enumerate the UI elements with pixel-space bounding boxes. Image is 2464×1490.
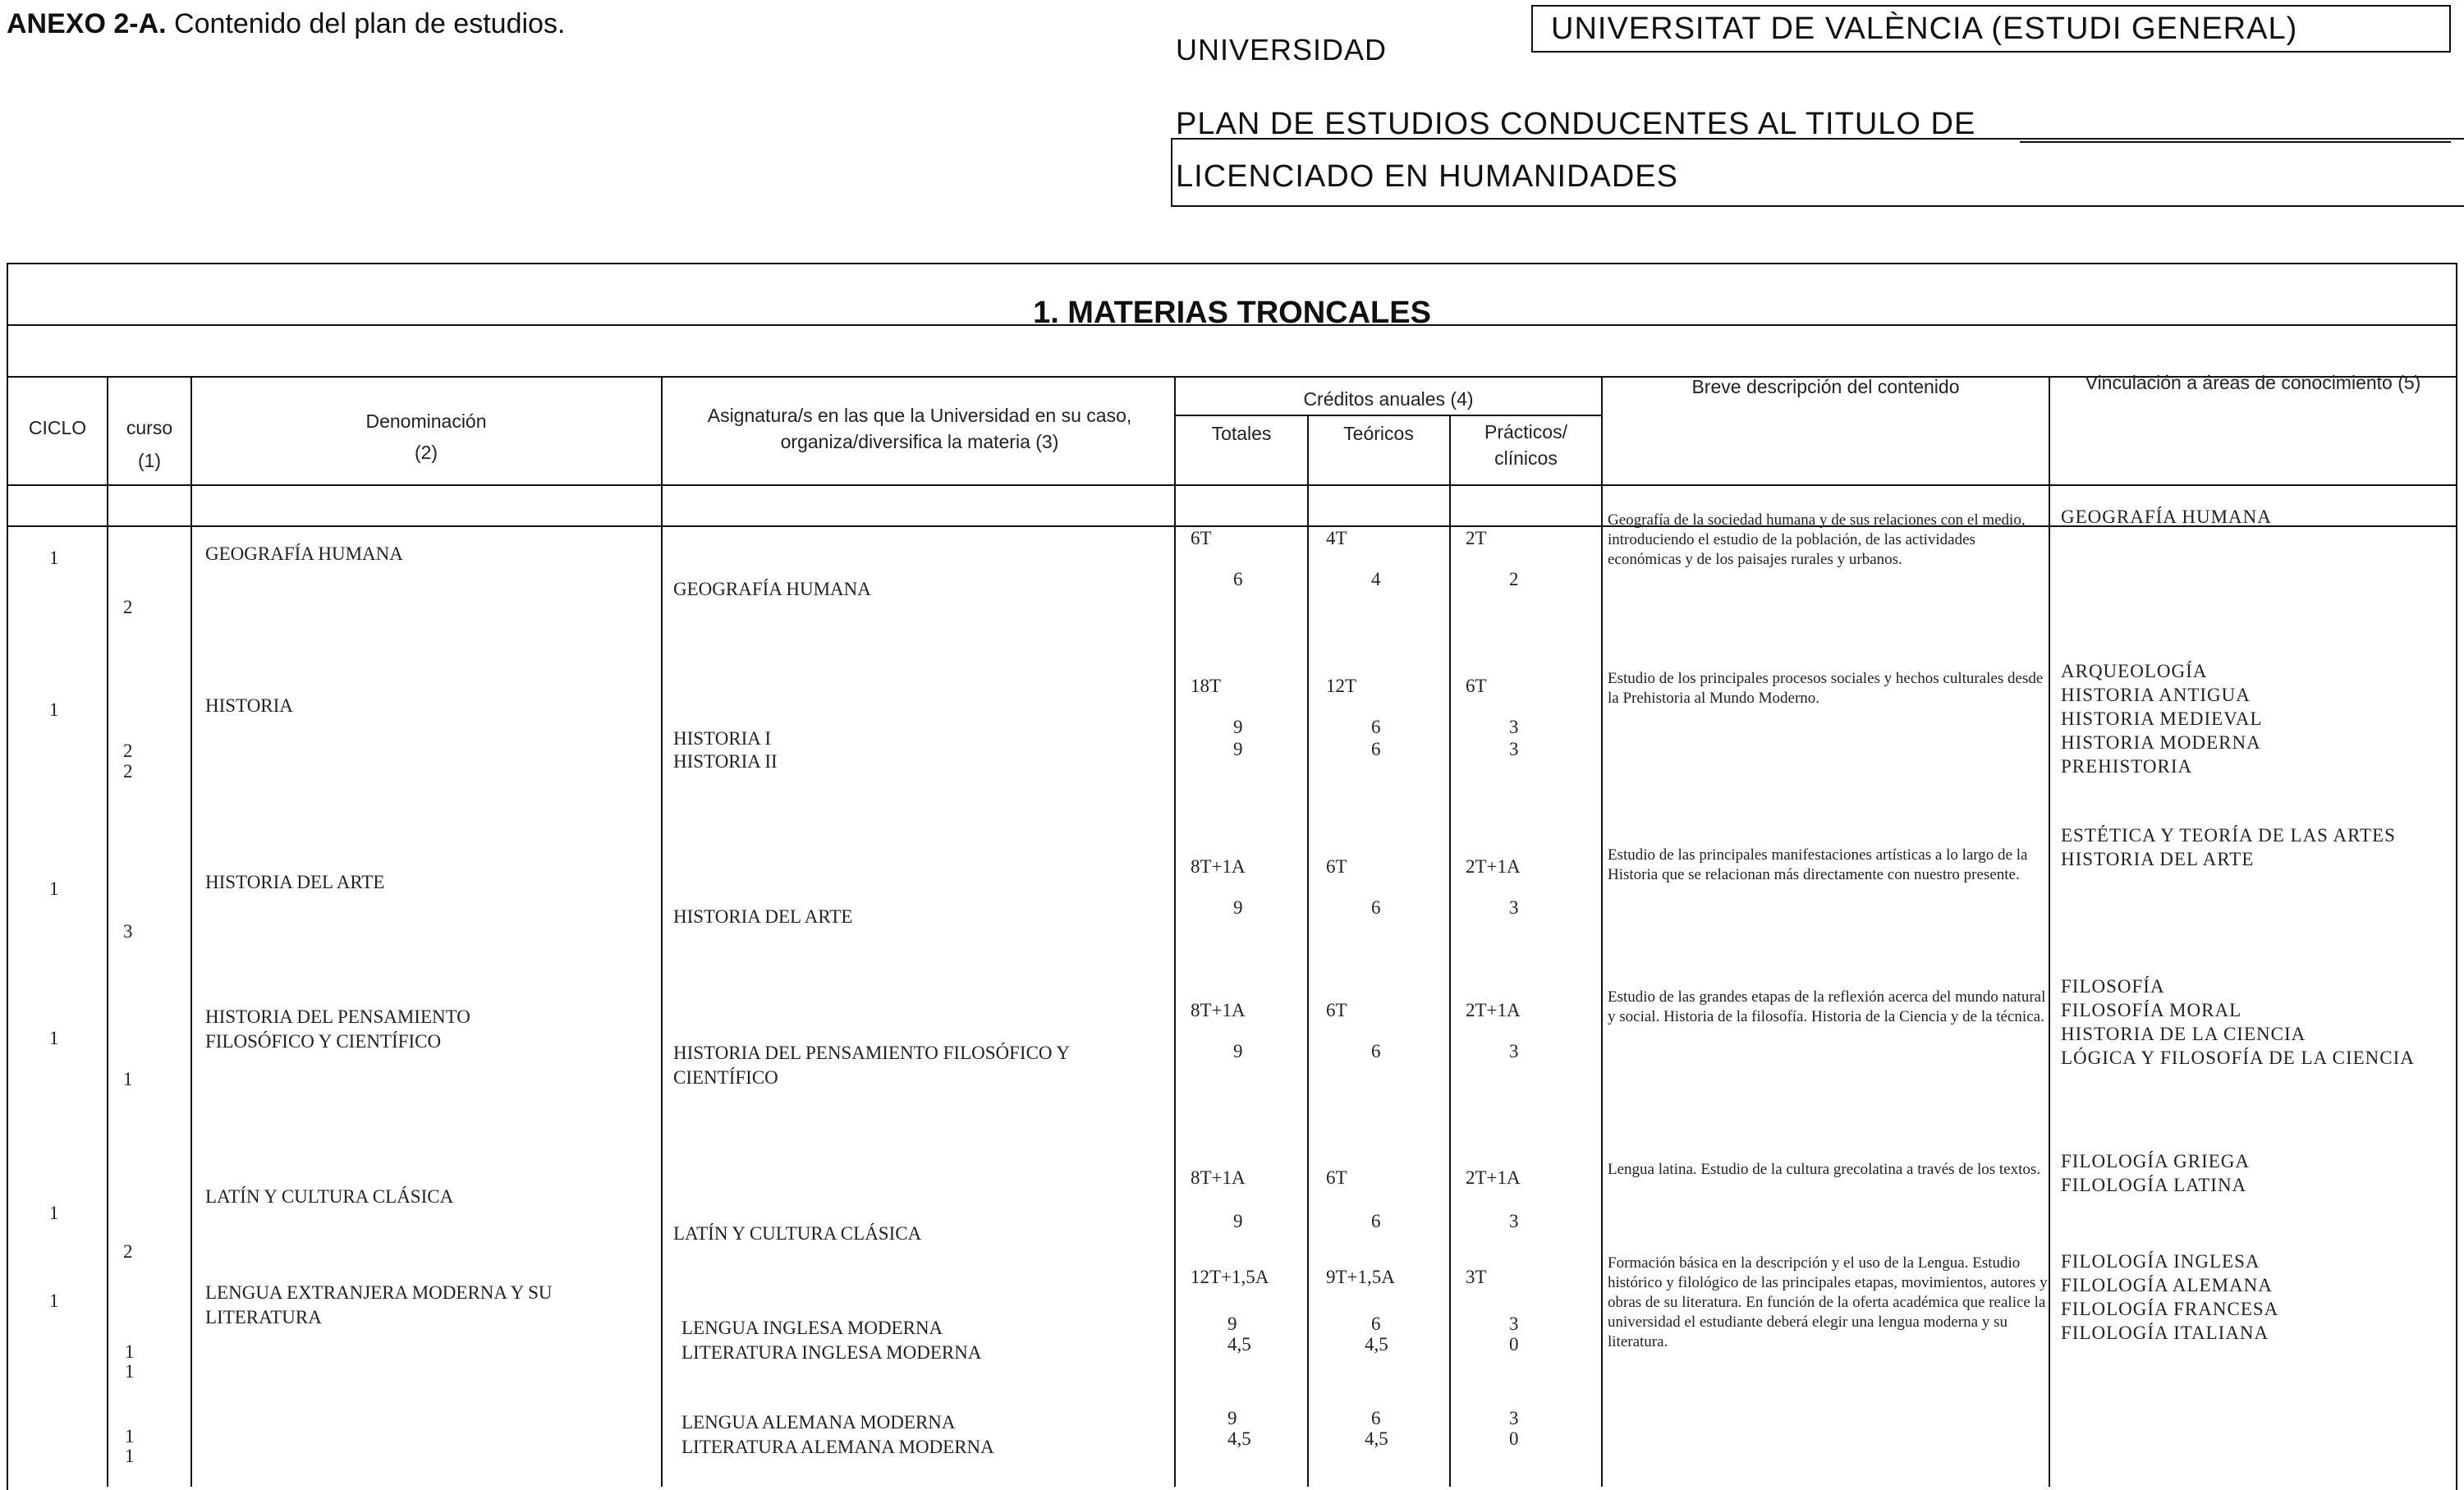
row-teoricos: 6 <box>1371 1211 1381 1231</box>
row-curso: 3 <box>123 921 133 942</box>
column-divider <box>1174 376 1176 1487</box>
row-descripcion: Estudio de los principales procesos sociales y hechos culturales desde la Prehistoria al Mundo Moderno. <box>1608 670 2044 707</box>
row-practicos: 3 <box>1509 1211 1519 1231</box>
column-divider <box>1449 415 1451 1487</box>
degree-name: LICENCIADO EN HUMANIDADES <box>1176 159 1678 194</box>
row-totales-head: 8T+1A <box>1191 1167 1246 1188</box>
row-teoricos-head: 4T <box>1326 528 1347 548</box>
row-subject: LENGUA ALEMANA MODERNA <box>681 1412 956 1433</box>
row-totales: 4,5 <box>1227 1334 1251 1355</box>
column-divider <box>1307 415 1309 1487</box>
row-totales-head: 8T+1A <box>1191 856 1246 877</box>
row-subject: LITERATURA ALEMANA MODERNA <box>681 1437 994 1457</box>
row-practicos: 3 <box>1509 897 1519 918</box>
row-teoricos: 6 <box>1371 739 1381 759</box>
row-totales: 9 <box>1227 1313 1237 1334</box>
row-subject-group <box>681 1316 981 1365</box>
row-teoricos: 6 <box>1371 1041 1381 1061</box>
row-practicos: 3 <box>1509 739 1519 759</box>
column-divider <box>1601 376 1603 1487</box>
area-item: FILOLOGÍA ITALIANA <box>2061 1323 2269 1343</box>
col-header-denominacion: Denominación <box>365 410 487 432</box>
row-totales: 9 <box>1233 897 1243 918</box>
row-teoricos-head: 6T <box>1326 1167 1347 1188</box>
annex-title <box>7 8 565 40</box>
row-totales-head: 18T <box>1191 676 1222 696</box>
row-practicos: 3 <box>1509 1408 1519 1428</box>
row-curso <box>125 1427 135 1466</box>
row-subject: GEOGRAFÍA HUMANA <box>673 579 871 599</box>
row-totales: 9 <box>1233 1041 1243 1061</box>
row-denominacion: HISTORIA DEL ARTE <box>205 872 385 892</box>
row-subject-group <box>681 1410 994 1460</box>
area-item: ARQUEOLOGÍA <box>2061 661 2208 681</box>
row-totales-head: 6T <box>1191 528 1212 548</box>
row-practicos: 3 <box>1509 717 1519 737</box>
row-subject: LATÍN Y CULTURA CLÁSICA <box>673 1223 922 1244</box>
row-curso: 1 <box>123 1069 133 1089</box>
column-divider <box>190 376 192 1487</box>
section-title: 1. MATERIAS TRONCALES <box>1033 296 1431 330</box>
row-curso: 2 <box>123 1241 133 1262</box>
row-denominacion: GEOGRAFÍA HUMANA <box>205 543 403 564</box>
row-curso <box>125 1342 135 1382</box>
area-item: PREHISTORIA <box>2061 756 2193 777</box>
table-divider <box>7 324 2457 326</box>
plan-label: PLAN DE ESTUDIOS CONDUCENTES AL TITULO DE <box>1176 107 1976 141</box>
row-totales: 9 <box>1233 739 1243 759</box>
row-teoricos: 4,5 <box>1365 1428 1388 1449</box>
area-item: FILOSOFÍA MORAL <box>2061 1000 2242 1020</box>
row-areas <box>2061 1249 2278 1345</box>
area-item: FILOLOGÍA GRIEGA <box>2061 1151 2251 1171</box>
row-practicos: 0 <box>1509 1334 1519 1355</box>
row-totales: 4,5 <box>1227 1428 1251 1449</box>
row-ciclo: 1 <box>49 1203 59 1223</box>
row-practicos-head: 6T <box>1466 676 1487 696</box>
row-curso: 2 <box>123 761 133 782</box>
row-ciclo: 1 <box>49 548 59 568</box>
credits-subheader-divider <box>1174 415 1601 416</box>
row-teoricos-head: 9T+1,5A <box>1326 1267 1395 1287</box>
university-name-field: UNIVERSITAT DE VALÈNCIA (ESTUDI GENERAL) <box>1531 5 2451 53</box>
row-totales: 9 <box>1233 717 1243 737</box>
row-practicos-head: 2T+1A <box>1466 1167 1521 1188</box>
table-divider <box>7 484 2457 486</box>
row-descripcion: Lengua latina. Estudio de la cultura grecolatina a través de los textos. <box>1608 1161 2041 1178</box>
col-header-totales: Totales <box>1211 423 1272 444</box>
row-subject: HISTORIA DEL ARTE <box>673 906 853 927</box>
col-header-descripcion: Breve descripción del contenido <box>1691 376 1960 397</box>
row-areas <box>2061 974 2455 1070</box>
area-item: FILOLOGÍA ALEMANA <box>2061 1275 2273 1295</box>
row-subject: HISTORIA II <box>673 751 778 772</box>
row-teoricos-head: 6T <box>1326 856 1347 877</box>
area-item: FILOLOGÍA INGLESA <box>2061 1251 2260 1272</box>
row-teoricos-head: 6T <box>1326 1000 1347 1020</box>
area-item: ESTÉTICA Y TEORÍA DE LAS ARTES <box>2061 825 2396 846</box>
row-curso: 2 <box>123 740 133 761</box>
row-descripcion: Formación básica en la descripción y el uso de la Lengua. Estudio histórico y filológico de las principales etapas, movimientos, autores y obras de su literatura. En función de la oferta académica que realice la universidad el estudiante deberá elegir una lengua moderna y su literatura. <box>1608 1254 2048 1350</box>
row-teoricos: 6 <box>1371 1408 1381 1428</box>
row-subject: LITERATURA INGLESA MODERNA <box>681 1342 982 1363</box>
area-item: HISTORIA DEL ARTE <box>2061 849 2255 869</box>
col-header-ciclo: CICLO <box>28 417 87 438</box>
row-curso-item: 1 <box>125 1341 135 1362</box>
row-denominacion: HISTORIA DEL PENSAMIENTO FILOSÓFICO Y CIENTÍFICO <box>205 1006 470 1052</box>
annex-text: Contenido del plan de estudios. <box>166 8 566 39</box>
area-item: HISTORIA MODERNA <box>2061 732 2261 753</box>
area-item: LÓGICA Y FILOSOFÍA DE LA CIENCIA <box>2061 1048 2415 1068</box>
row-curso: 2 <box>123 597 133 617</box>
row-practicos: 3 <box>1509 1313 1519 1334</box>
row-practicos-head: 3T <box>1466 1267 1487 1287</box>
col-header-teoricos: Teóricos <box>1343 423 1414 444</box>
col-header-practicos: Prácticos/ clínicos <box>1484 421 1567 469</box>
col-header-vinculacion: Vinculación a áreas de conocimiento (5) <box>2085 372 2421 393</box>
col-header-denominacion-note: (2) <box>414 442 438 463</box>
area-item: FILOSOFÍA <box>2061 976 2165 997</box>
col-header-curso-note: (1) <box>137 450 162 471</box>
row-totales-head: 12T+1,5A <box>1191 1267 1269 1287</box>
row-ciclo: 1 <box>49 699 59 720</box>
row-teoricos: 6 <box>1371 717 1381 737</box>
row-totales: 6 <box>1233 569 1243 589</box>
row-areas <box>2061 1149 2250 1197</box>
row-practicos: 3 <box>1509 1041 1519 1061</box>
area-item: GEOGRAFÍA HUMANA <box>2061 507 2272 527</box>
row-teoricos-head: 12T <box>1326 676 1357 696</box>
row-descripcion: Estudio de las grandes etapas de la reflexión acerca del mundo natural y social. Historia de la filosofía. Historia de la Ciencia y de la técnica. <box>1608 988 2046 1025</box>
row-practicos: 2 <box>1509 569 1519 589</box>
row-totales-head: 8T+1A <box>1191 1000 1246 1020</box>
university-label: UNIVERSIDAD <box>1176 33 1388 66</box>
area-item: HISTORIA ANTIGUA <box>2061 685 2251 705</box>
col-header-creditos: Créditos anuales (4) <box>1303 388 1474 410</box>
row-ciclo: 1 <box>49 1291 59 1311</box>
row-curso-item: 1 <box>125 1446 135 1466</box>
area-item: FILOLOGÍA FRANCESA <box>2061 1299 2279 1319</box>
col-header-curso: curso <box>126 417 173 438</box>
row-teoricos: 4 <box>1371 569 1381 589</box>
row-practicos-head: 2T+1A <box>1466 1000 1521 1020</box>
column-divider <box>107 376 108 1487</box>
row-subject: HISTORIA I <box>673 728 772 749</box>
col-header-asignaturas: Asignatura/s en las que la Universidad en su caso, organiza/diversifica la materia (3) <box>707 405 1132 452</box>
row-denominacion: HISTORIA <box>205 695 293 716</box>
row-practicos-head: 2T <box>1466 528 1487 548</box>
row-curso-item: 1 <box>125 1426 135 1446</box>
annex-label: ANEXO 2-A. <box>7 8 167 39</box>
row-descripcion: Geografía de la sociedad humana y de sus relaciones con el medio, introduciendo el estudio de la población, de las actividades económicas y de los paisajes rurales y urbanos. <box>1608 511 2026 568</box>
row-denominacion: LENGUA EXTRANJERA MODERNA Y SU LITERATURA <box>205 1282 553 1327</box>
area-item: FILOLOGÍA LATINA <box>2061 1175 2247 1195</box>
row-totales: 9 <box>1233 1211 1243 1231</box>
row-areas <box>2061 823 2396 871</box>
area-item: HISTORIA MEDIEVAL <box>2061 708 2263 729</box>
row-totales: 9 <box>1227 1408 1237 1428</box>
row-areas <box>2061 659 2263 778</box>
row-curso-item: 1 <box>125 1361 135 1382</box>
row-subject: HISTORIA DEL PENSAMIENTO FILOSÓFICO Y CIENTÍFICO <box>673 1043 1070 1088</box>
row-practicos-head: 2T+1A <box>1466 856 1521 877</box>
row-teoricos: 6 <box>1371 897 1381 918</box>
row-subject: LENGUA INGLESA MODERNA <box>681 1318 943 1338</box>
row-denominacion: LATÍN Y CULTURA CLÁSICA <box>205 1186 454 1207</box>
row-areas <box>2061 505 2272 529</box>
row-practicos: 0 <box>1509 1428 1519 1449</box>
area-item: HISTORIA DE LA CIENCIA <box>2061 1024 2306 1044</box>
row-ciclo: 1 <box>49 1028 59 1048</box>
row-teoricos: 4,5 <box>1365 1334 1388 1355</box>
row-teoricos: 6 <box>1371 1313 1381 1334</box>
row-ciclo: 1 <box>49 878 59 899</box>
column-divider <box>661 376 663 1487</box>
row-descripcion: Estudio de las principales manifestaciones artísticas a lo largo de la Historia que se relacionan más directamente con nuestro presente. <box>1608 846 2028 883</box>
